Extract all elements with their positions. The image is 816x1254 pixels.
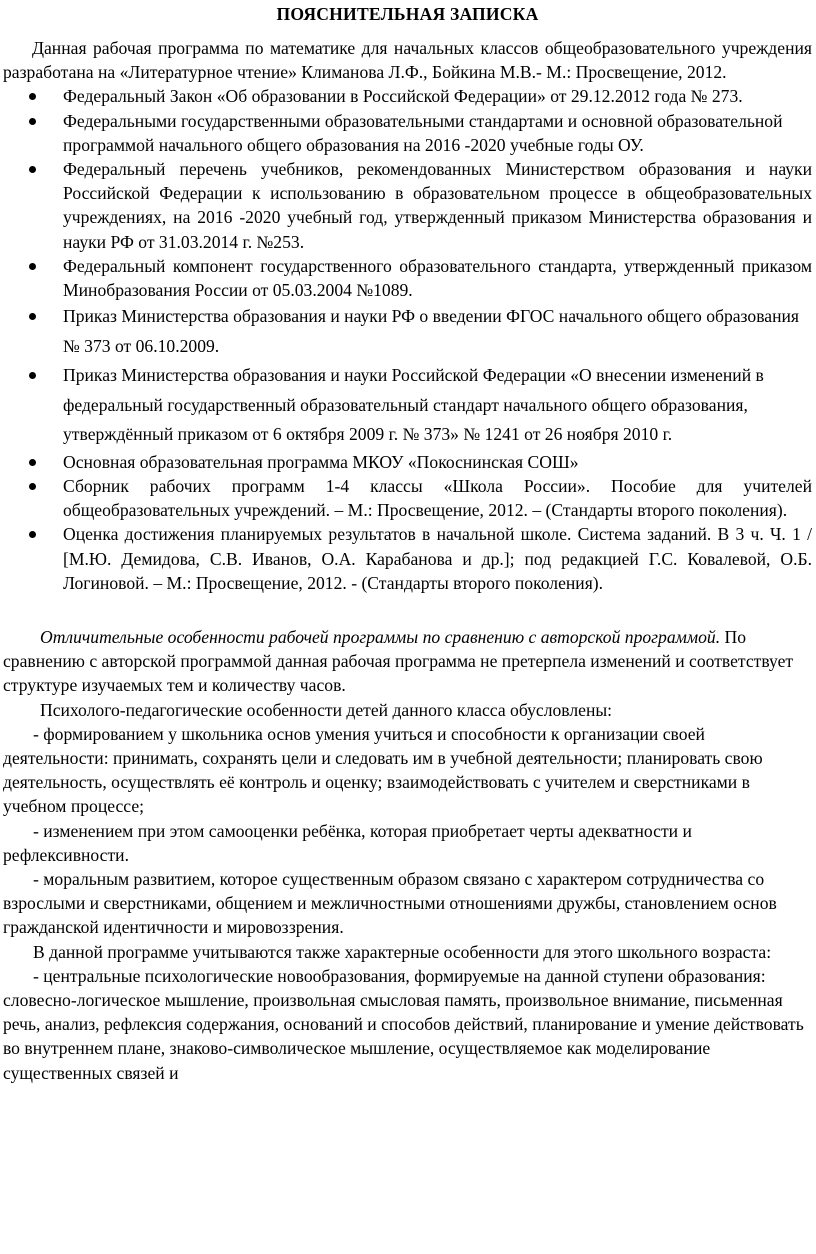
intro-paragraph: Данная рабочая программа по математике для начальных классов общеобразовательного учреждения разработана на «Литературное чтение» Климанова Л.Ф., Бойкина М.В.- М.: Просвещение, 2012. <box>3 38 812 83</box>
bullet-icon <box>29 93 36 100</box>
psych-item: - изменением при этом самооценки ребёнка, которая приобретает черты адекватности и рефлексивности. <box>3 820 692 865</box>
features-heading: Отличительные особенности рабочей программы по сравнению с авторской программой. <box>40 626 721 647</box>
list-item: Основная образовательная программа МКОУ «Покоснинская СОШ» <box>3 450 812 474</box>
document-title: ПОЯСНИТЕЛЬНАЯ ЗАПИСКА <box>276 4 539 24</box>
psych-item: - моральным развитием, которое существенным образом связано с характером сотрудничества со взрослыми и сверстниками, общением и межличностными отношениями дружбы, становлением основ гражданской идентичности и мировоззрения. <box>3 868 777 938</box>
list-item: Федеральный компонент государственного образовательного стандарта, утвержденный приказом Минобразования России от 05.03.2004 №1089. <box>3 254 812 302</box>
bullet-icon <box>29 531 36 538</box>
psych-intro: Психолого-педагогические особенности детей данного класса обусловлены: <box>40 699 613 720</box>
bullet-icon <box>29 372 36 379</box>
age-item: - центральные психологические новообразования, формируемые на данной ступени образования: словесно-логическое мышление, произвольная смысловая память, произвольное внимание, письменная речь, анализ, рефлексия содержания, оснований и способов действий, планирование и умение действовать во внутреннем плане, знаково-символическое мышление, осуществляемое как моделирование существенных связей и <box>3 965 804 1083</box>
list-item: Сборник рабочих программ 1-4 классы «Школа России». Пособие для учителей общеобразовательных учреждений. – М.: Просвещение, 2012. – (Стандарты второго поколения). <box>3 474 812 522</box>
bullet-icon <box>29 459 36 466</box>
bullet-icon <box>29 263 36 270</box>
list-item: Федеральный перечень учебников, рекомендованных Министерством образования и науки Российской Федерации к использованию в образовательном процессе в общеобразовательных учреждениях, на 2016 -2020 учебный год, утвержденный приказом Министерства образования и науки РФ от 31.03.2014 г. №253. <box>3 157 812 254</box>
features-paragraph <box>3 625 812 698</box>
psych-item: - формированием у школьника основ умения учиться и способности к организации своей деятельности: принимать, сохранять цели и следовать им в учебной деятельности; планировать свою деятельность, осуществлять её контроль и оценку; взаимодействовать с учителем и сверстниками в учебном процессе; <box>3 723 763 817</box>
bullet-icon <box>29 118 36 125</box>
list-item: Федеральными государственными образовательными стандартами и основной образовательной программой начального общего образования на 2016 -2020 учебные годы ОУ. <box>3 109 812 157</box>
age-intro: В данной программе учитываются также характерные особенности для этого школьного возраста: <box>33 941 772 962</box>
bullet-icon <box>29 483 36 490</box>
bullet-icon <box>29 166 36 173</box>
features-text: По сравнению с авторской программой данная рабочая программа не претерпела изменений и соответствует структуре изучаемых тем и количеству часов. <box>3 626 794 696</box>
list-item: Федеральный Закон «Об образовании в Российской Федерации» от 29.12.2012 года № 273. <box>3 84 812 108</box>
list-item: Оценка достижения планируемых результатов в начальной школе. Система заданий. В 3 ч. Ч. 1 / [М.Ю. Демидова, С.В. Иванов, О.А. Карабанова и др.]; под редакцией Г.С. Ковалевой, О.Б. Логиновой. – М.: Просвещение, 2012. - (Стандарты второго поколения). <box>3 522 812 595</box>
list-item: Приказ Министерства образования и науки Российской Федерации «О внесении изменений в федеральный государственный образовательный стандарт начального общего образования, утверждённый приказом от 6 октября 2009 г. № 373» № 1241 от 26 ноября 2010 г. <box>3 361 812 450</box>
regulations-list <box>3 84 812 595</box>
bullet-icon <box>29 313 36 320</box>
list-item: Приказ Министерства образования и науки РФ о введении ФГОС начального общего образования № 373 от 06.10.2009. <box>3 302 812 361</box>
